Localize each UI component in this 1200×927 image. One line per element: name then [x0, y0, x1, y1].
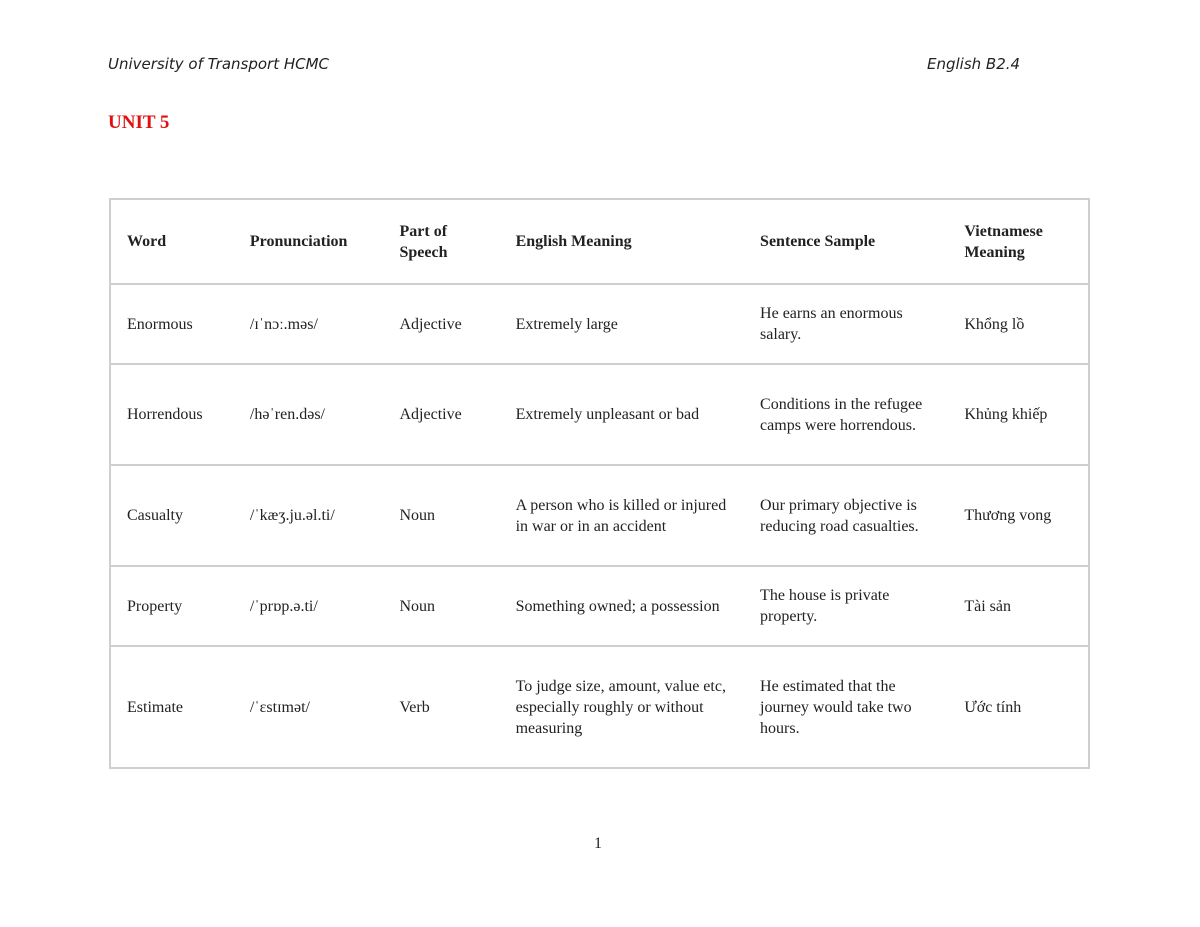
cell-vietnamese-meaning: Thương vong	[948, 465, 1089, 566]
table-row	[110, 284, 1089, 364]
cell-word: Property	[110, 566, 234, 646]
header-part-of-speech: Part of Speech	[383, 199, 499, 284]
cell-vietnamese-meaning: Tài sản	[948, 566, 1089, 646]
cell-sentence-sample: He estimated that the journey would take two hours.	[744, 646, 948, 768]
table-header-row	[110, 199, 1089, 284]
cell-word: Enormous	[110, 284, 234, 364]
vocabulary-table	[109, 198, 1090, 769]
cell-pronunciation: /həˈren.dəs/	[234, 364, 384, 465]
cell-part-of-speech: Noun	[383, 465, 499, 566]
cell-sentence-sample: He earns an enormous salary.	[744, 284, 948, 364]
header-pronunciation: Pronunciation	[234, 199, 384, 284]
cell-vietnamese-meaning: Khổng lồ	[948, 284, 1089, 364]
header-vietnamese-meaning: Vietnamese Meaning	[948, 199, 1089, 284]
cell-vietnamese-meaning: Khủng khiếp	[948, 364, 1089, 465]
cell-part-of-speech: Verb	[383, 646, 499, 768]
cell-vietnamese-meaning: Ước tính	[948, 646, 1089, 768]
cell-pronunciation: /ˈɛstɪmət/	[234, 646, 384, 768]
cell-word: Estimate	[110, 646, 234, 768]
cell-word: Horrendous	[110, 364, 234, 465]
page-number: 1	[594, 835, 602, 852]
cell-english-meaning: To judge size, amount, value etc, especially roughly or without measuring	[500, 646, 744, 768]
cell-english-meaning: Extremely unpleasant or bad	[500, 364, 744, 465]
cell-sentence-sample: Our primary objective is reducing road casualties.	[744, 465, 948, 566]
header-course: English B2.4	[927, 55, 1021, 73]
table-row	[110, 364, 1089, 465]
cell-word: Casualty	[110, 465, 234, 566]
header-sentence-sample: Sentence Sample	[744, 199, 948, 284]
table-row	[110, 646, 1089, 768]
cell-english-meaning: Extremely large	[500, 284, 744, 364]
cell-pronunciation: /ˈprɒp.ə.ti/	[234, 566, 384, 646]
cell-part-of-speech: Noun	[383, 566, 499, 646]
header-word: Word	[110, 199, 234, 284]
header-english-meaning: English Meaning	[500, 199, 744, 284]
cell-sentence-sample: The house is private property.	[744, 566, 948, 646]
cell-part-of-speech: Adjective	[383, 364, 499, 465]
cell-english-meaning: Something owned; a possession	[500, 566, 744, 646]
cell-sentence-sample: Conditions in the refugee camps were horrendous.	[744, 364, 948, 465]
cell-pronunciation: /ˈkæʒ.ju.əl.ti/	[234, 465, 384, 566]
cell-pronunciation: /ɪˈnɔː.məs/	[234, 284, 384, 364]
table-row	[110, 566, 1089, 646]
cell-part-of-speech: Adjective	[383, 284, 499, 364]
header-institution: University of Transport HCMC	[108, 55, 330, 73]
unit-title: UNIT 5	[108, 112, 170, 133]
table-row	[110, 465, 1089, 566]
cell-english-meaning: A person who is killed or injured in war or in an accident	[500, 465, 744, 566]
